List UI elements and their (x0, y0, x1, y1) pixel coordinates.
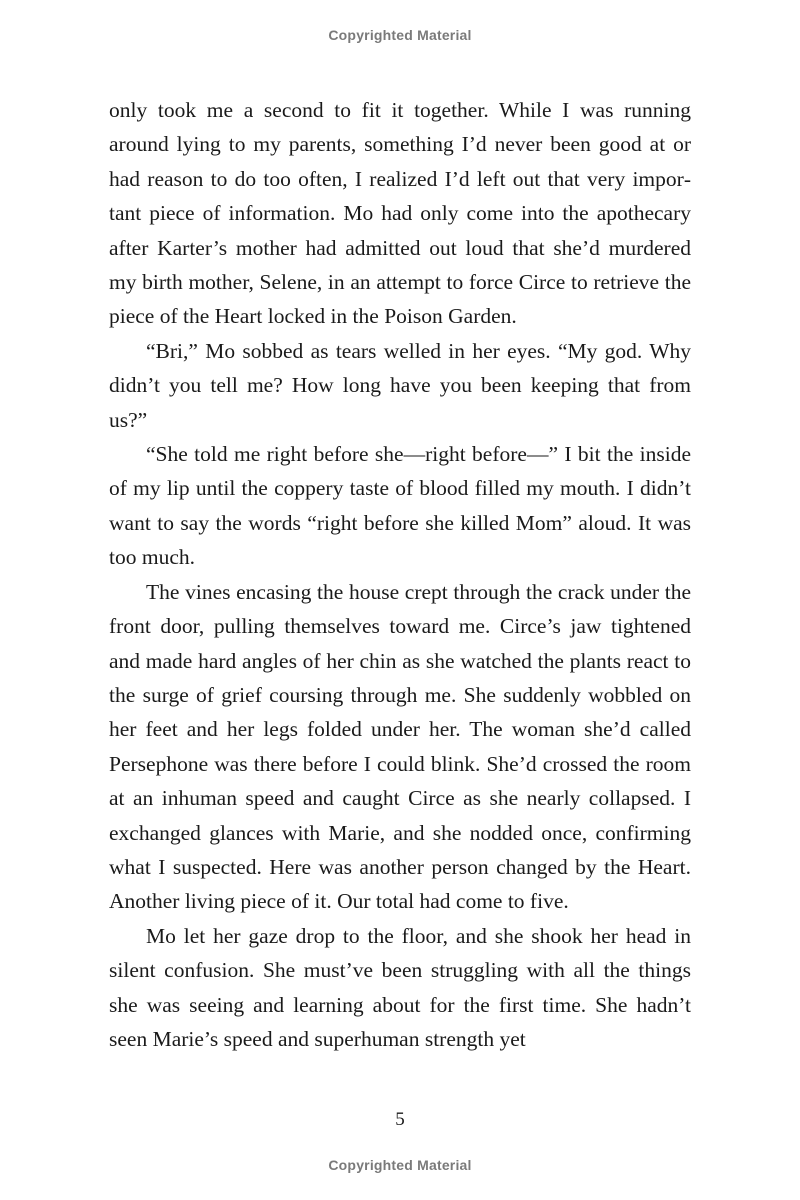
page-number: 5 (395, 1109, 405, 1130)
copyright-watermark-top: Copyrighted Material (328, 27, 472, 43)
copyright-watermark-bottom: Copyrighted Material (328, 1157, 472, 1173)
paragraph-5: Mo let her gaze drop to the floor, and she shook her head in silent confusion. She must’ve been struggling with all the things she was seeing and learning about for the first time. She hadn’t seen Marie’s speed and superhuman strength yet (109, 923, 691, 1051)
page-body (109, 93, 691, 1056)
paragraph-1: only took me a second to fit it together. While I was running around lying to my parents, something I’d never been good at or had reason to do too often, I realized I’d left out that very important piece of information. Mo had only come into the apothecary after Karter’s mother had admitted out loud that she’d murdered my birth mother, Selene, in an attempt to force Circe to retrieve the piece of the Heart locked in the Poison Garden. (109, 98, 691, 329)
paragraph-3: “She told me right before she—right before—” I bit the inside of my lip until the coppery taste of blood filled my mouth. I didn’t want to say the words “right before she killed Mom” aloud. It was too much. (109, 442, 691, 570)
paragraph-2: “Bri,” Mo sobbed as tears welled in her eyes. “My god. Why didn’t you tell me? How long have you been keeping that from us?” (109, 338, 691, 432)
paragraph-4: The vines encasing the house crept through the crack under the front door, pulling themselves toward me. Circe’s jaw tightened and made hard angles of her chin as she watched the plants react to the surge of grief coursing through me. She suddenly wobbled on her feet and her legs folded under her. The woman she’d called Persephone was there before I could blink. She’d crossed the room at an inhuman speed and caught Circe as she nearly collapsed. I exchanged glances with Marie, and she nodded once, confirming what I suspected. Here was another person changed by the Heart. Another living piece of it. Our total had come to five. (109, 579, 691, 914)
